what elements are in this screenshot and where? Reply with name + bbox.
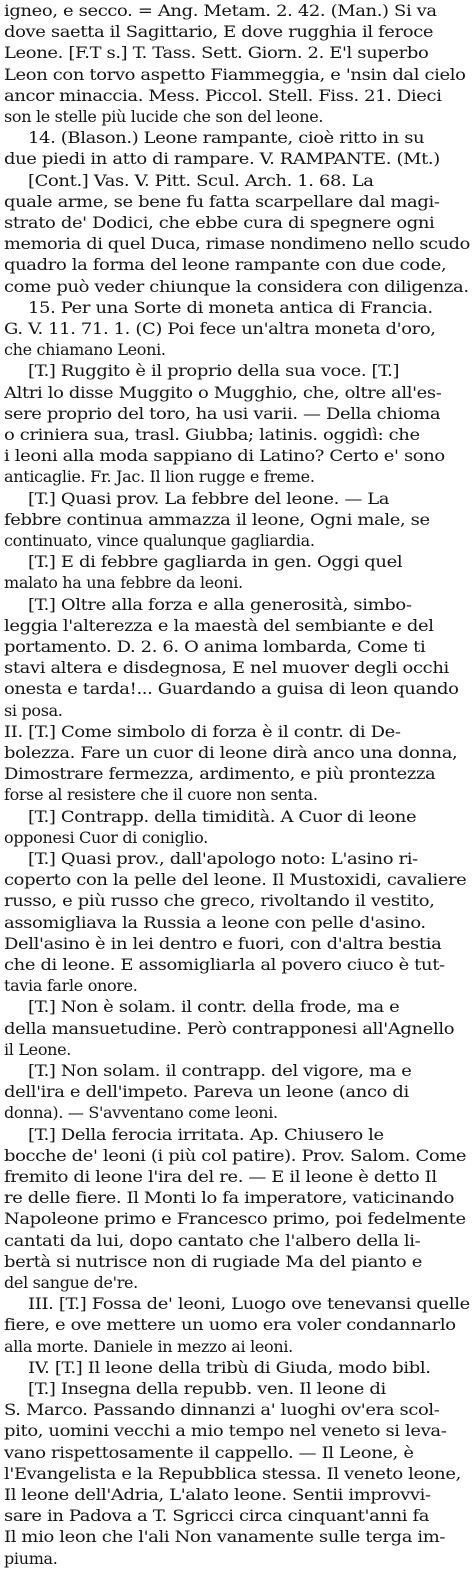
text-line: continuato, vince qualunque gagliardia.	[4, 531, 315, 550]
text-line: il Leone.	[4, 1039, 72, 1059]
text-line: Il leone dell'Adria, L'alato leone. Sentii improvvi-	[4, 1485, 431, 1504]
text-line: [T.] Della ferocia irritata. Ap. Chiusero le	[28, 1124, 384, 1144]
text-line: due piedi in atto di rampare. V. RAMPANTE. (Mt.)	[4, 149, 440, 169]
text-line: leggia l'alterezza e la maestà del sembiante e del	[4, 615, 434, 635]
text-line: pito, uomini vecchi a mio tempo nel veneto si leva-	[4, 1421, 447, 1441]
text-line: i leoni alla moda sappiano di Latino? Certo e' sono	[4, 446, 445, 466]
text-line: [T.] Non è solam. il contr. della frode, ma e	[28, 997, 400, 1017]
text-line: portamento. D. 2. 6. O anima lombarda, Come ti	[4, 637, 426, 656]
text-line: memoria di quel Duca, rimase nondimeno nello scudo	[4, 234, 470, 254]
text-line: 14. (Blason.) Leone rampante, cioè ritto in su	[28, 128, 425, 148]
text-line: coperto con la pelle del leone. Il Mustoxidi, cavaliere	[4, 870, 467, 890]
text-line: vano rispettosamente il cappello. — Il Leone, è	[4, 1442, 414, 1462]
text-line: [Cont.] Vas. V. Pitt. Scul. Arch. 1. 68. La	[28, 170, 374, 190]
text-line: re delle fiere. Il Monti lo fa imperatore, vaticinando	[4, 1188, 455, 1208]
text-line: assomigliava la Russia a leone con pelle d'asino.	[4, 912, 426, 932]
text-line: G. V. 11. 71. 1. (C) Poi fece un'altra moneta d'oro,	[4, 319, 436, 338]
text-line: cantati da lui, dopo cantato che l'albero della li-	[4, 1230, 421, 1250]
text-line: 15. Per una Sorte di moneta antica di Francia.	[28, 297, 433, 317]
text-line: quale arme, se bene fu fatta scarpellare dal magi-	[4, 191, 440, 211]
text-line: ancor minaccia. Mess. Piccol. Stell. Fiss. 21. Dieci	[4, 85, 442, 105]
text-line: [T.] Insegna della repubb. ven. Il leone di	[28, 1379, 386, 1398]
text-line: Altri lo disse Muggito o Mugghio, che, oltre all'es-	[4, 382, 442, 402]
text-line: tavia farle onore.	[4, 976, 138, 996]
text-line: o criniera sua, trasl. Giubba; latinis. oggidì: che	[4, 425, 420, 444]
text-line: come può veder chiunque la considera con diligenza.	[4, 276, 469, 296]
text-line: che chiamano Leoni.	[4, 340, 166, 360]
text-line: malato ha una febbre da leoni.	[4, 573, 243, 593]
text-line: Leone. [F.T s.] T. Tass. Sett. Giorn. 2. E'l superbo	[4, 43, 429, 63]
text-line: del sangue de're.	[4, 1273, 138, 1292]
text-line: della mansuetudine. Però contrapponesi all'Agnello	[4, 1018, 455, 1038]
text-line: forse al resistere che il cuore non senta.	[4, 785, 318, 805]
text-line: russo, e più russo che greco, rivoltando il vestito,	[4, 891, 435, 911]
text-line: Dimostrare fermezza, ardimento, e più prontezza	[4, 764, 436, 784]
text-line: fiere, e ove mettere un uomo era voler condannarlo	[4, 1315, 456, 1335]
text-line: stavi altera e disdegnosa, E nel muover degli occhi	[4, 658, 449, 678]
text-line: strato de' Dodici, che ebbe cura di spegnere ogni	[4, 213, 435, 232]
text-line: donna). — S'avventano come leoni.	[4, 1103, 278, 1123]
text-line: [T.] E di febbre gagliarda in gen. Oggi quel	[28, 552, 403, 572]
text-line: che di leone. E assomigliarla al povero ciuco è tut-	[4, 955, 445, 974]
text-line: si posa.	[4, 700, 63, 720]
text-line: febbre continua ammazza il leone, Ogni male, se	[4, 509, 430, 529]
text-line: [T.] Quasi prov., dall'apologo noto: L'asino ri-	[28, 849, 418, 868]
text-line: sere proprio del toro, ha usi varii. — Della chioma	[4, 403, 441, 423]
text-line: III. [T.] Fossa de' leoni, Luogo ove tenevansi quelle	[28, 1294, 470, 1314]
text-line: Leon con torvo aspetto Fiammeggia, e 'nsin dal cielo	[4, 64, 466, 84]
text-line: anticaglie. Fr. Jac. Il lion rugge e freme.	[4, 467, 315, 487]
text-line: Il mio leon che l'ali Non vanamente sulle terga im-	[4, 1527, 446, 1547]
text-line: son le stelle più lucide che son del leone.	[4, 107, 324, 126]
text-line: II. [T.] Come simbolo di forza è il contr. di De-	[4, 721, 401, 741]
text-line: S. Marco. Passando dinnanzi a' luoghi ov'era scol-	[4, 1400, 440, 1420]
text-line: Napoleone primo e Francesco primo, poi fedelmente	[4, 1209, 466, 1229]
text-line: igneo, e secco. = Ang. Metam. 2. 42. (Man.) Si va	[4, 1, 437, 20]
text-line: dell'ira e dell'impeto. Pareva un leone (anco di	[4, 1082, 409, 1102]
text-line: piuma.	[4, 1548, 58, 1568]
text-line: alla morte. Daniele in mezzo ai leoni.	[4, 1336, 293, 1356]
text-line: [T.] Non solam. il contrapp. del vigore, ma e	[28, 1061, 412, 1080]
text-line: quadro la forma del leone rampante con due code,	[4, 255, 447, 275]
text-line: bertà si nutrisce non di rugiade Ma del pianto e	[4, 1251, 422, 1271]
text-line: [T.] Quasi prov. La febbre del leone. — La	[28, 488, 390, 508]
text-line: l'Evangelista e la Repubblica stessa. Il veneto leone,	[4, 1463, 461, 1483]
text-line: onesta e tarda!... Guardando a guisa di leon quando	[4, 679, 459, 699]
text-line: [T.] Contrapp. della timidità. A Cuor di leone	[28, 806, 417, 826]
text-line: opponesi Cuor di coniglio.	[4, 827, 208, 847]
text-line: [T.] Oltre alla forza e alla generosità, simbo-	[28, 594, 412, 614]
text-line: bocche de' leoni (i più col patire). Prov. Salom. Come	[4, 1145, 467, 1165]
text-line: Dell'asino è in lei dentro e fuori, con d'altra bestia	[4, 933, 442, 953]
text-line: [T.] Ruggito è il proprio della sua voce. [T.]	[28, 361, 400, 381]
text-line: fremito di leone l'ira del re. — E il leone è detto Il	[4, 1167, 437, 1186]
text-line: dove saetta il Sagittario, E dove rugghia il feroce	[4, 22, 434, 42]
text-line: IV. [T.] Il leone della tribù di Giuda, modo bibl.	[28, 1357, 431, 1377]
text-line: sare in Padova a T. Sgricci circa cinquant'anni fa	[4, 1506, 430, 1526]
text-line: bolezza. Fare un cuor di leone dirà anco una donna,	[4, 743, 458, 762]
